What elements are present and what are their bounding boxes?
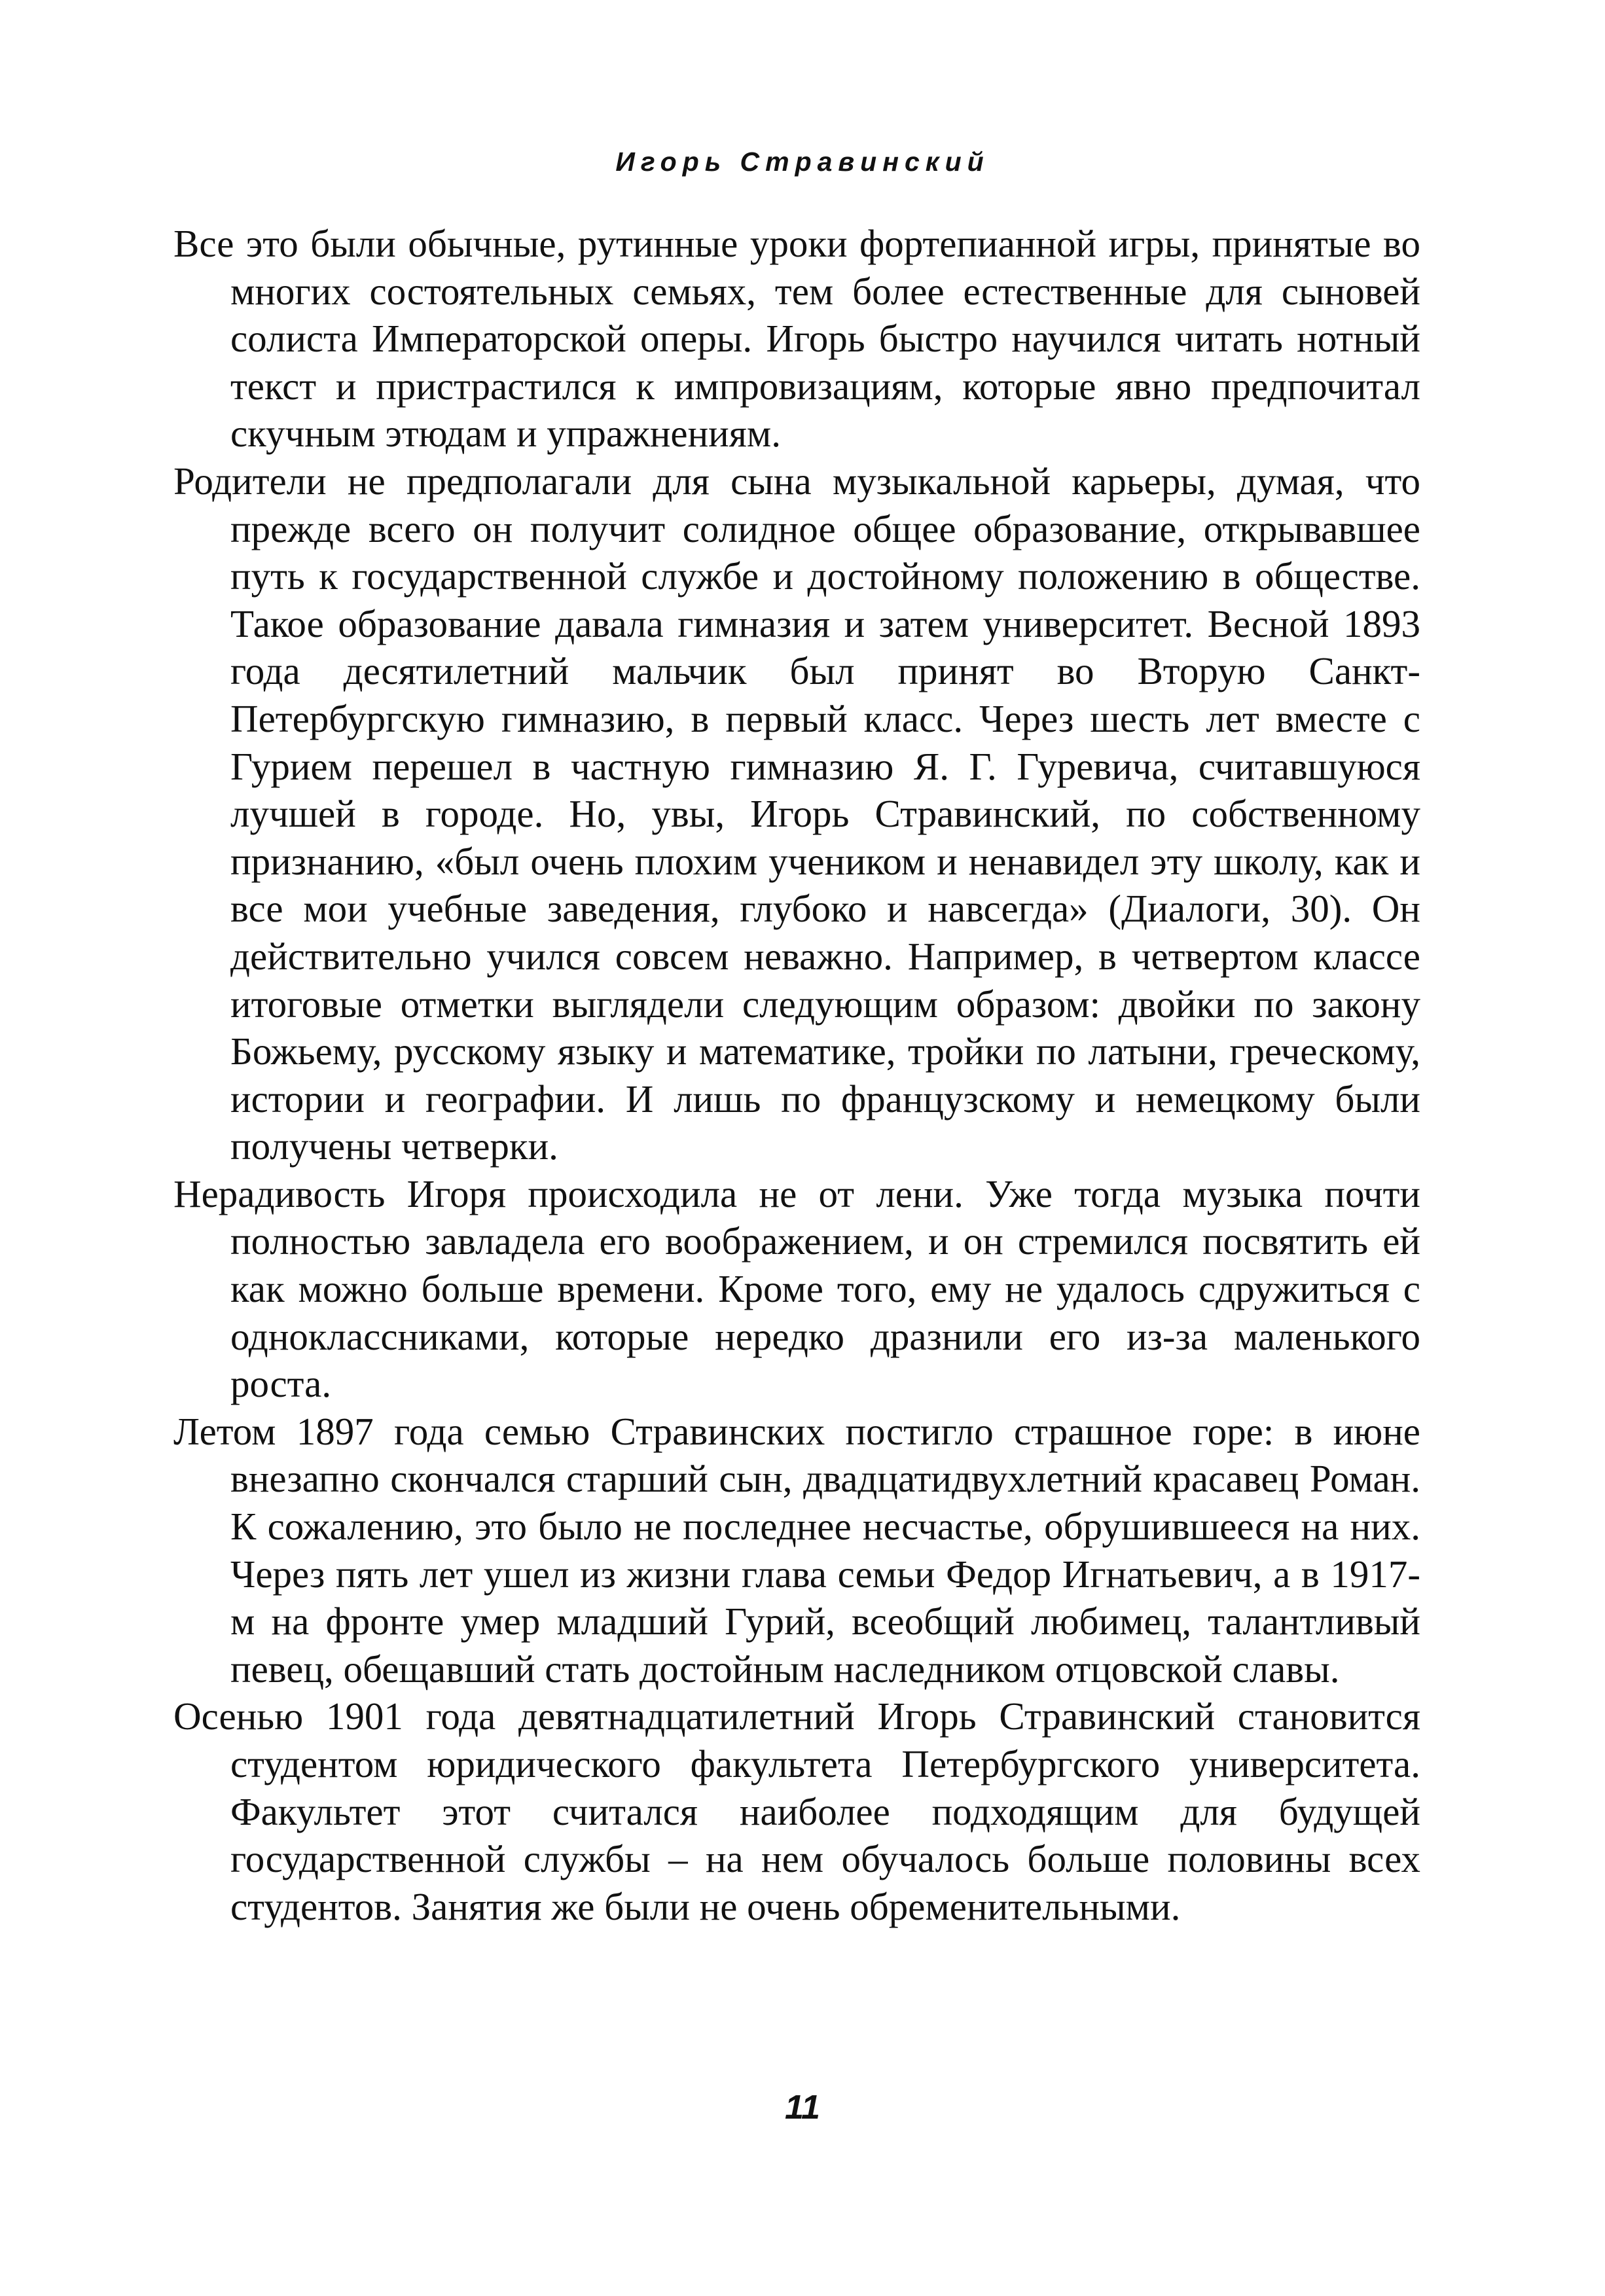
paragraph: Осенью 1901 года девятнадцатилетний Игорь Стравинский становится студентом юридического факультета Петербургского университета. Факультет этот считался наиболее подходящим для будущей государственной службы – на нем обучалось больше половины всех студентов. Занятия же были не очень обременительными. bbox=[173, 1695, 1420, 1928]
paragraph: Нерадивость Игоря происходила не от лени. Уже тогда музыка почти полностью завладела его воображением, и он стремился посвятить ей как можно больше времени. Кроме того, ему не удалось сдружиться с одноклассниками, которые нередко дразнили его из-за маленького роста. bbox=[173, 1172, 1420, 1406]
paragraph: Все это были обычные, рутинные уроки фортепианной игры, принятые во многих состоятельных семьях, тем более естественные для сыновей солиста Императорской оперы. Игорь быстро научился читать нотный текст и пристрастился к импровизациям, которые явно предпочитал скучным этюдам и упражнениям. bbox=[173, 222, 1420, 456]
page-number: 11 bbox=[785, 2089, 820, 2126]
paragraph: Родители не предполагали для сына музыкальной карьеры, думая, что прежде всего он получит солидное общее образование, открывавшее путь к государственной службе и достойному положению в обществе. Такое образование давала гимназия и затем университет. Весной 1893 года десятилетний мальчик был принят во Вторую Санкт-Петербургскую гимназию, в первый класс. Через шесть лет вместе с Гурием перешел в частную гимназию Я. Г. Гуревича, считавшуюся лучшей в городе. Но, увы, Игорь Стравинский, по собственному признанию, «был очень плохим учеником и ненавидел эту школу, как и все мои учебные заведения, глубоко и навсегда» (Диалоги, 30). Он действительно учился совсем неважно. Например, в четвертом классе итоговые отметки выглядели следующим образом: двойки по закону Божьему, русскому языку и математике, тройки по латыни, греческому, истории и географии. И лишь по французскому и немецкому были получены четверки. bbox=[173, 459, 1420, 1168]
body-text bbox=[173, 220, 1420, 1930]
running-header: Игорь Стравинский bbox=[615, 147, 990, 177]
paragraph: Летом 1897 года семью Стравинских постигло страшное горе: в июне внезапно скончался старший сын, двадцатидвухлетний красавец Роман. К сожалению, это было не последнее несчастье, обрушившееся на них. Через пять лет ушел из жизни глава семьи Федор Игнатьевич, а в 1917-м на фронте умер младший Гурий, всеобщий любимец, талантливый певец, обещавший стать достойным наследником отцовской славы. bbox=[173, 1409, 1420, 1691]
